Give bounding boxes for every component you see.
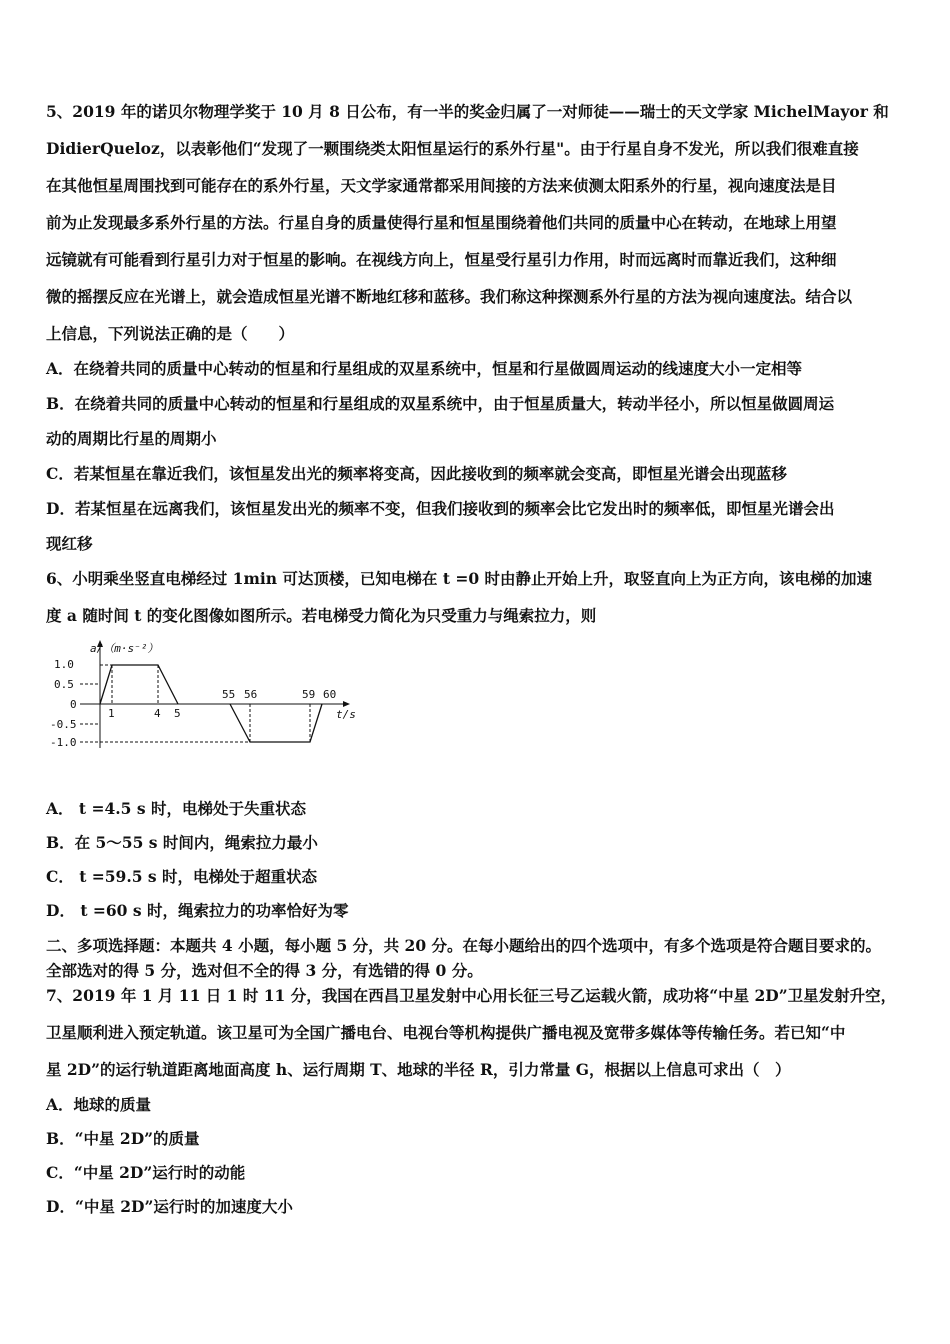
q5-line-3: 在其他恒星周围找到可能存在的系外行星，天文学家通常都采用间接的方法来侦测太阳系外的行星，视向速度法是目 [46, 176, 837, 195]
q5-option-d: D．若某恒星在远离我们，该恒星发出光的频率不变，但我们接收到的频率会比它发出时的频率低，即恒星光谱会出 [46, 499, 835, 518]
section-2-heading: 二、多项选择题：本题共 4 小题，每小题 5 分，共 20 分。在每小题给出的四个选项中，有多个选项是符合题目要求的。 [46, 936, 882, 955]
x-tick-1: 1 [108, 707, 115, 720]
y-tick-neg-0-5: -0.5 [50, 718, 77, 731]
q7-option-b: B．“中星 2D”的质量 [46, 1129, 200, 1148]
q5-option-b-cont: 动的周期比行星的周期小 [46, 429, 217, 448]
q7-line-1: 7、2019 年 1 月 11 日 1 时 11 分，我国在西昌卫星发射中心用长征三号乙运载火箭，成功将“中星 2D”卫星发射升空， [46, 986, 897, 1005]
q5-line-7: 上信息，下列说法正确的是（ ） [46, 324, 295, 343]
y-tick-neg-1: -1.0 [50, 736, 77, 749]
q7-line-3: 星 2D”的运行轨道距离地面高度 h、运行周期 T、地球的半径 R，引力常量 G，根据以上信息可求出（ ） [46, 1060, 791, 1079]
q5-option-b: B．在绕着共同的质量中心转动的恒星和行星组成的双星系统中，由于恒星质量大，转动半径小，所以恒星做圆周运 [46, 394, 835, 413]
q5-line-6: 微的摇摆反应在光谱上，就会造成恒星光谱不断地红移和蓝移。我们称这种探测系外行星的方法为视向速度法。结合以 [46, 287, 853, 306]
q6-option-a: A． t =4.5 s 时，电梯处于失重状态 [46, 799, 306, 818]
section-2-instructions: 全部选对的得 5 分，选对但不全的得 3 分，有选错的得 0 分。 [46, 961, 483, 980]
x-tick-60: 60 [323, 688, 337, 701]
x-axis-label: t/s [336, 708, 356, 721]
q6-option-d: D． t =60 s 时，绳索拉力的功率恰好为零 [46, 901, 349, 920]
y-tick-0-5: 0.5 [54, 678, 74, 691]
q6-option-c: C． t =59.5 s 时，电梯处于超重状态 [46, 867, 318, 886]
q5-line-5: 远镜就有可能看到行星引力对于恒星的影响。在视线方向上，恒星受行星引力作用，时而远离时而靠近我们，这种细 [46, 250, 837, 269]
y-tick-1: 1.0 [54, 658, 74, 671]
x-tick-56: 56 [244, 688, 258, 701]
q7-option-d: D．“中星 2D”运行时的加速度大小 [46, 1197, 293, 1216]
acceleration-time-graph [50, 636, 370, 776]
x-tick-4: 4 [154, 707, 161, 720]
q7-option-a: A．地球的质量 [46, 1095, 152, 1114]
q5-option-d-cont: 现红移 [46, 534, 93, 553]
q5-option-a: A．在绕着共同的质量中心转动的恒星和行星组成的双星系统中，恒星和行星做圆周运动的线速度大小一定相等 [46, 359, 803, 378]
x-tick-59: 59 [302, 688, 316, 701]
y-tick-0: 0 [70, 698, 77, 711]
q7-option-c: C．“中星 2D”运行时的动能 [46, 1163, 246, 1182]
x-axis-arrow [343, 701, 350, 707]
q6-option-b: B．在 5～55 s 时间内，绳索拉力最小 [46, 833, 318, 852]
x-tick-5: 5 [174, 707, 181, 720]
q5-option-c: C．若某恒星在靠近我们，该恒星发出光的频率将变高，因此接收到的频率就会变高，即恒星光谱会出现蓝移 [46, 464, 787, 483]
q5-line-2: DidierQueloz，以表彰他们“发现了一颗围绕类太阳恒星运行的系外行星"。由于行星自身不发光，所以我们很难直接 [46, 139, 859, 158]
q6-line-2: 度 a 随时间 t 的变化图像如图所示。若电梯受力简化为只受重力与绳索拉力，则 [46, 606, 597, 625]
data-line-negative [230, 704, 322, 742]
q7-line-2: 卫星顺利进入预定轨道。该卫星可为全国广播电台、电视台等机构提供广播电视及宽带多媒体等传输任务。若已知“中 [46, 1023, 846, 1042]
x-tick-55: 55 [222, 688, 236, 701]
graph-svg [50, 636, 370, 776]
y-axis-label: a/（m·s⁻²） [90, 642, 159, 655]
q6-line-1: 6、小明乘坐竖直电梯经过 1min 可达顶楼，已知电梯在 t =0 时由静止开始上升，取竖直向上为正方向，该电梯的加速 [46, 569, 873, 588]
q5-line-4: 前为止发现最多系外行星的方法。行星自身的质量使得行星和恒星围绕着他们共同的质量中心在转动，在地球上用望 [46, 213, 837, 232]
q5-line-1: 5、2019 年的诺贝尔物理学奖于 10 月 8 日公布，有一半的奖金归属了一对师徒——瑞士的天文学家 MichelMayor 和 [46, 102, 889, 121]
